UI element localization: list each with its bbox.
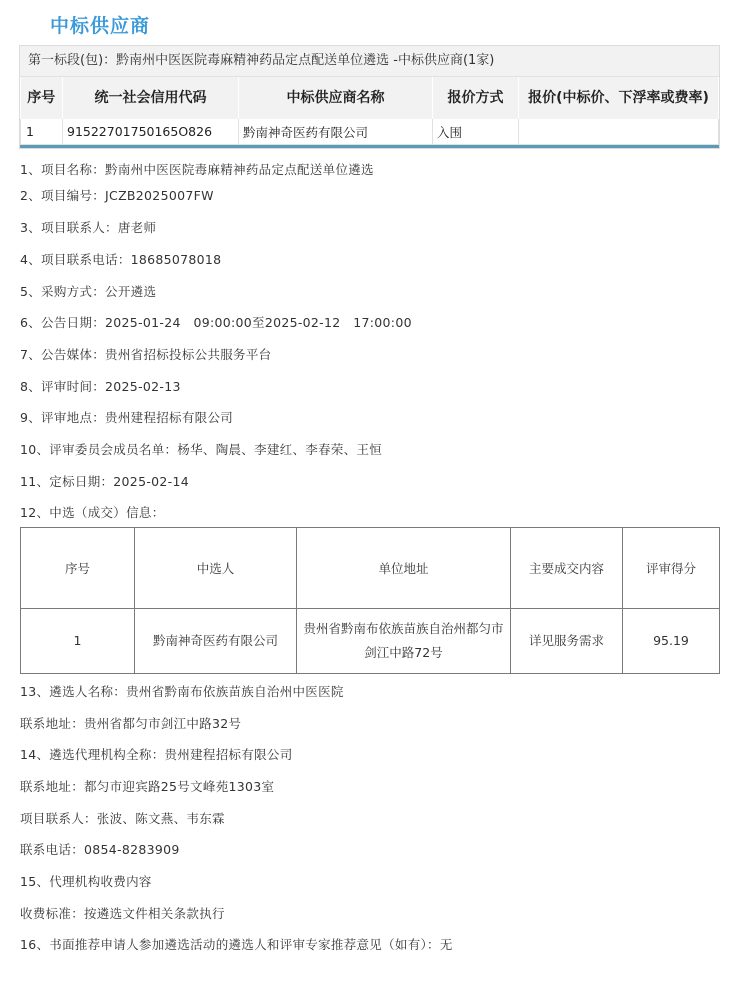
review-location: 9、评审地点：贵州建程招标有限公司 bbox=[20, 410, 234, 425]
selector-address: 联系地址：贵州省都匀市剑江中路32号 bbox=[20, 716, 242, 731]
announcement-media: 7、公告媒体：贵州省招标投标公共服务平台 bbox=[20, 347, 272, 362]
agency-phone: 联系电话：0854-8283909 bbox=[20, 842, 180, 857]
review-time: 8、评审时间：2025-02-13 bbox=[20, 379, 181, 394]
cell-credit-code: 91522701750165O826 bbox=[63, 119, 239, 145]
agency-contacts: 项目联系人：张波、陈文燕、韦东霖 bbox=[20, 811, 225, 826]
bid-section-box bbox=[19, 45, 720, 149]
project-contact: 3、项目联系人：唐老师 bbox=[20, 220, 157, 235]
winning-supplier-table bbox=[20, 77, 719, 145]
review-committee: 10、评审委员会成员名单：杨华、陶晨、李建红、李春荣、王恒 bbox=[20, 442, 383, 457]
header-index: 序号 bbox=[21, 77, 63, 119]
cell-index: 1 bbox=[21, 119, 63, 145]
table-row bbox=[21, 119, 719, 145]
recommendation-opinion: 16、书面推荐申请人参加遴选活动的遴选人和评审专家推荐意见（如有）：无 bbox=[20, 937, 453, 952]
section-divider bbox=[20, 145, 719, 148]
agency-fee-heading: 15、代理机构收费内容 bbox=[20, 874, 152, 889]
header-supplier-name: 中标供应商名称 bbox=[239, 77, 433, 119]
header-index: 序号 bbox=[21, 528, 135, 609]
project-name: 1、项目名称：黔南州中医医院毒麻精神药品定点配送单位遴选 bbox=[20, 162, 374, 177]
project-phone: 4、项目联系电话：18685078018 bbox=[20, 252, 222, 267]
procurement-method: 5、采购方式：公开遴选 bbox=[20, 284, 157, 299]
selection-result-table bbox=[20, 527, 720, 674]
bid-section-title: 第一标段(包)：黔南州中医医院毒麻精神药品定点配送单位遴选 -中标供应商(1家) bbox=[20, 46, 719, 77]
page-title: 中标供应商 bbox=[50, 15, 151, 37]
header-quote: 报价(中标价、下浮率或费率) bbox=[519, 77, 719, 119]
header-address: 单位地址 bbox=[297, 528, 511, 609]
header-quote-method: 报价方式 bbox=[433, 77, 519, 119]
cell-selected-party: 黔南神奇医药有限公司 bbox=[135, 609, 297, 674]
header-credit-code: 统一社会信用代码 bbox=[63, 77, 239, 119]
selection-info-heading: 12、中选（成交）信息： bbox=[20, 505, 165, 520]
cell-quote bbox=[519, 119, 719, 145]
selector-name: 13、遴选人名称：贵州省黔南布依族苗族自治州中医医院 bbox=[20, 684, 344, 699]
agency-address: 联系地址：都匀市迎宾路25号文峰苑1303室 bbox=[20, 779, 275, 794]
header-score: 评审得分 bbox=[623, 528, 720, 609]
table-header-row bbox=[21, 77, 719, 119]
agency-name: 14、遴选代理机构全称：贵州建程招标有限公司 bbox=[20, 747, 293, 762]
fee-standard: 收费标准：按遴选文件相关条款执行 bbox=[20, 906, 225, 921]
cell-quote-method: 入围 bbox=[433, 119, 519, 145]
cell-score: 95.19 bbox=[623, 609, 720, 674]
cell-supplier-name: 黔南神奇医药有限公司 bbox=[239, 119, 433, 145]
table-row bbox=[21, 609, 720, 674]
table-header-row bbox=[21, 528, 720, 609]
cell-index: 1 bbox=[21, 609, 135, 674]
cell-address: 贵州省黔南布依族苗族自治州都匀市剑江中路72号 bbox=[297, 609, 511, 674]
header-selected-party: 中选人 bbox=[135, 528, 297, 609]
header-main-content: 主要成交内容 bbox=[511, 528, 623, 609]
announcement-date: 6、公告日期：2025-01-24 09:00:00至2025-02-12 17:00:00 bbox=[20, 315, 412, 330]
project-number: 2、项目编号：JCZB2025007FW bbox=[20, 188, 214, 203]
award-date: 11、定标日期：2025-02-14 bbox=[20, 474, 189, 489]
cell-main-content: 详见服务需求 bbox=[511, 609, 623, 674]
